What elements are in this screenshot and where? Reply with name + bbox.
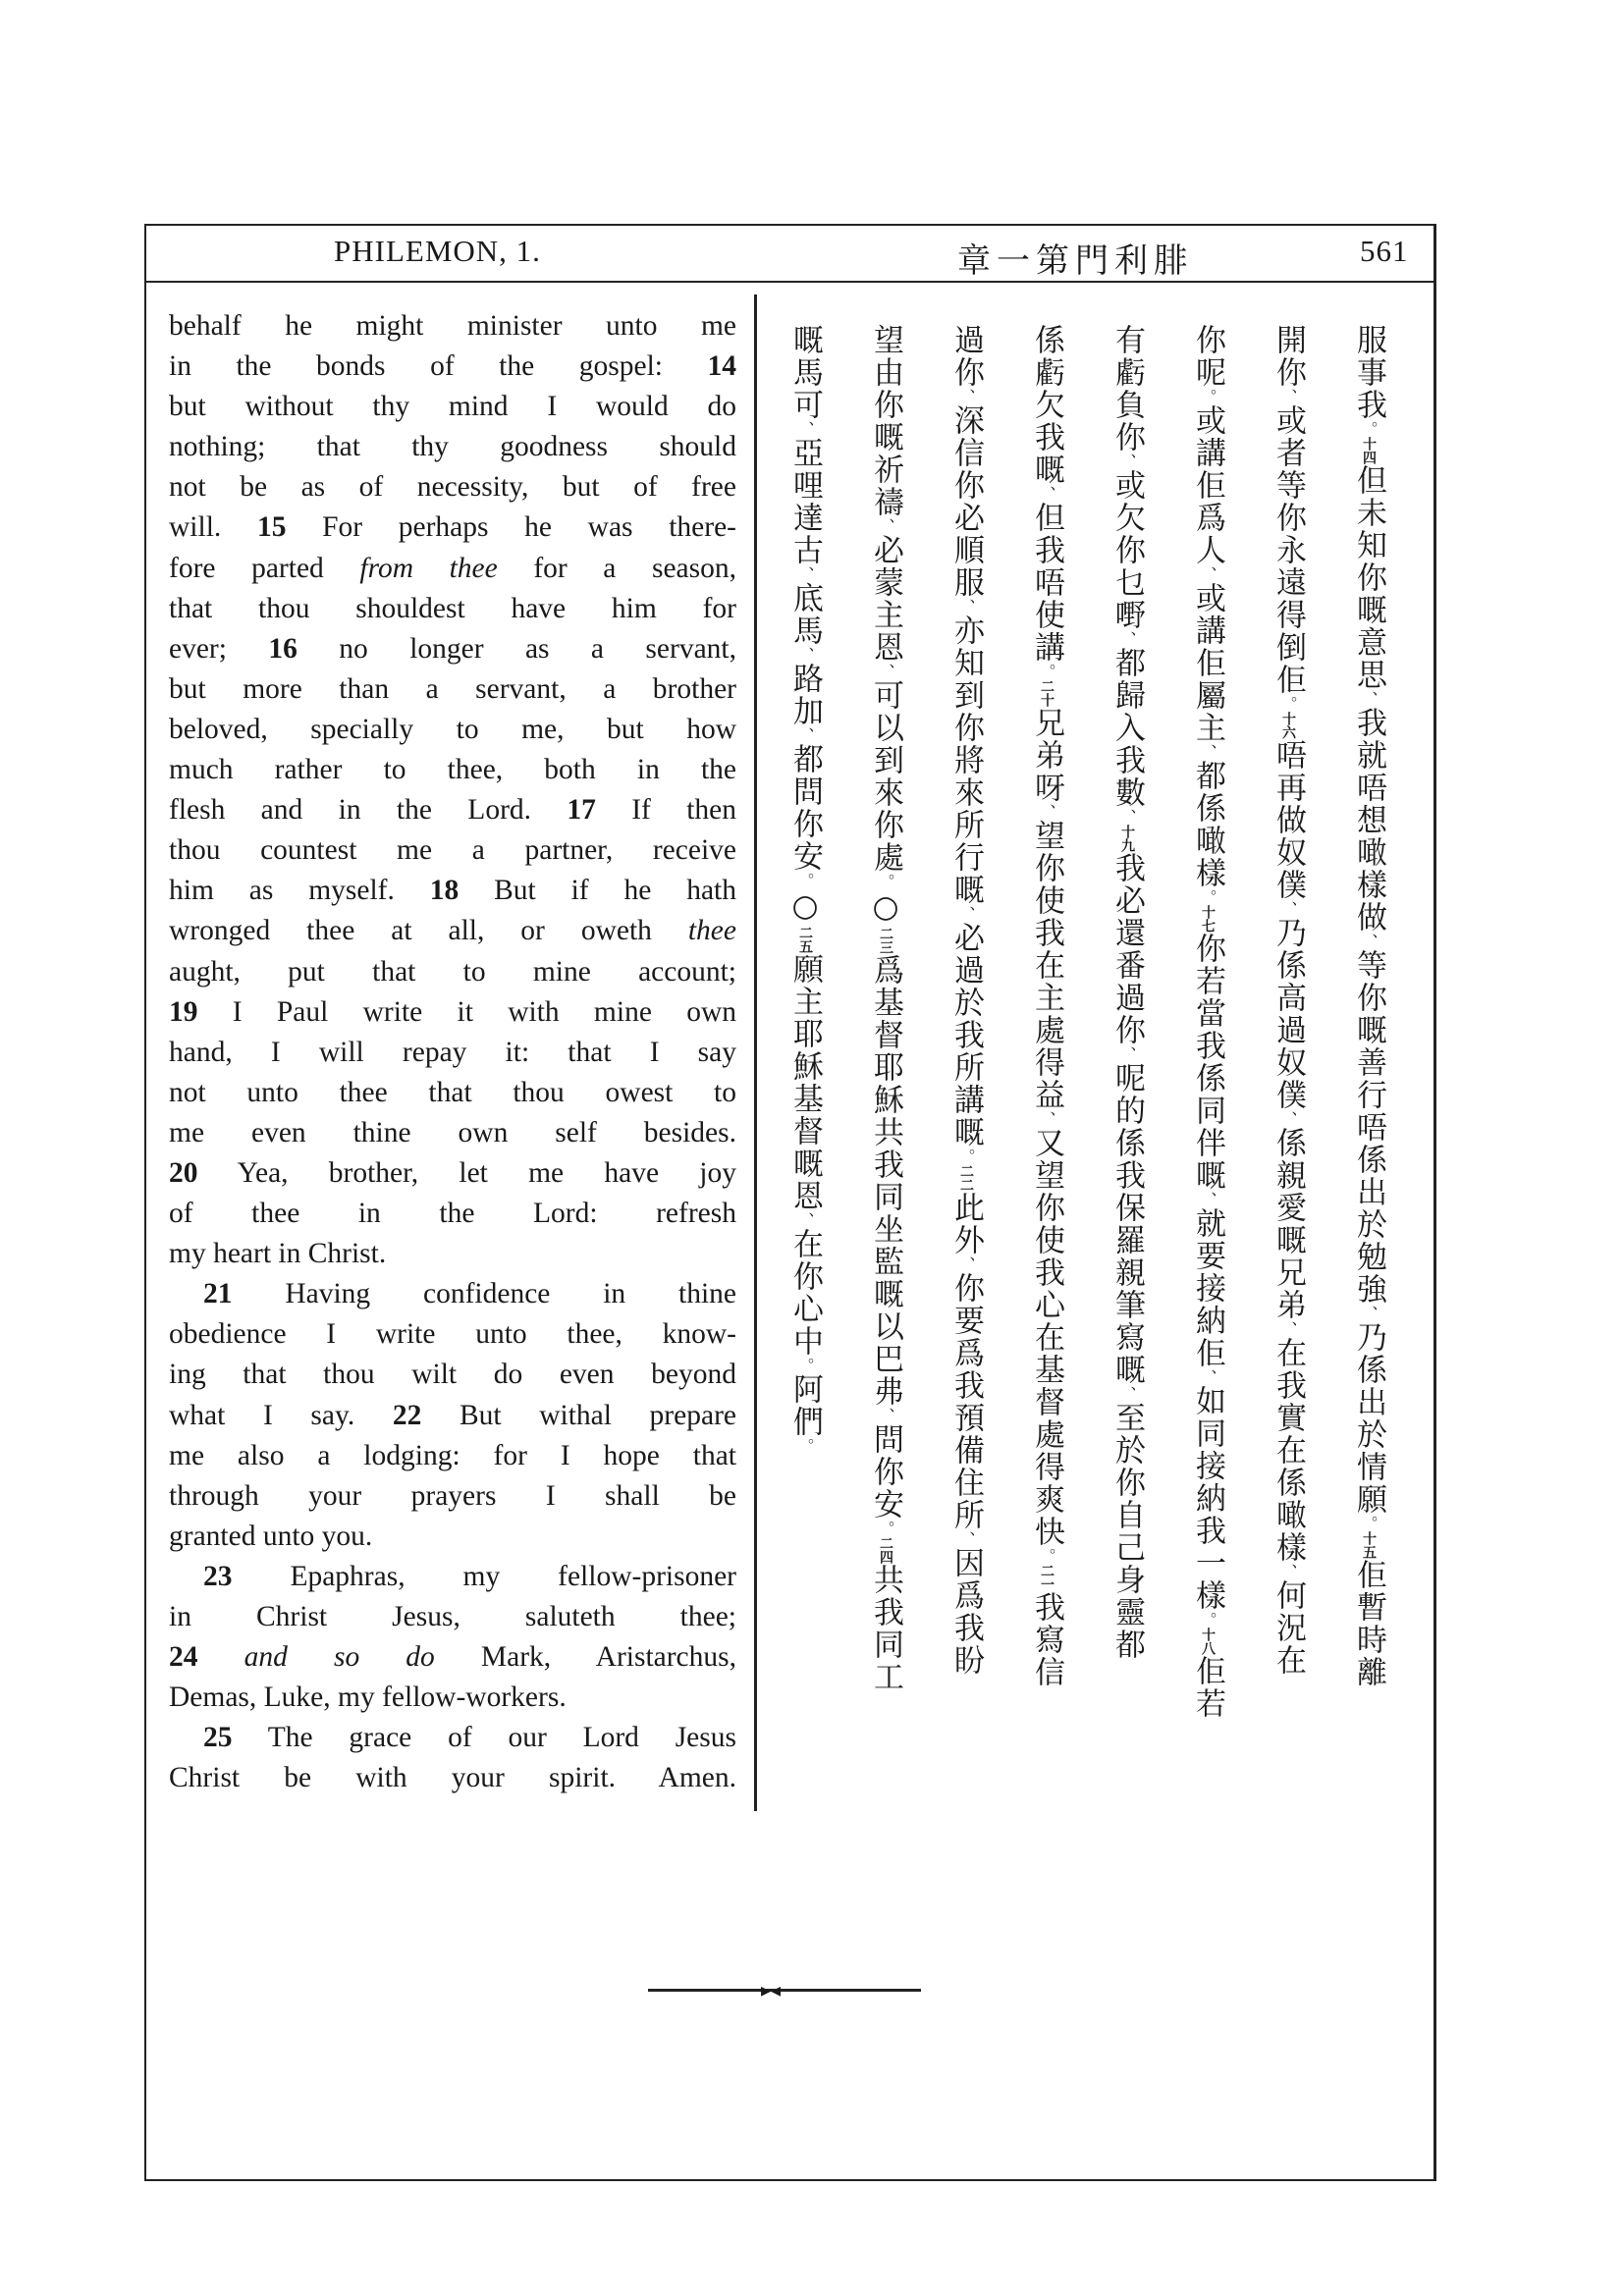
text-line bbox=[169, 790, 736, 830]
punctuation: 。 bbox=[877, 1521, 895, 1536]
text-segment: 在我實在係噉樣 bbox=[1271, 1337, 1306, 1564]
text-segment: 或講佢爲人 bbox=[1190, 404, 1225, 566]
text-segment: Yea, brother, let me have joy bbox=[197, 1156, 736, 1189]
verse-number: 二十 bbox=[1039, 679, 1055, 707]
text-line bbox=[169, 1476, 736, 1517]
verse-number: 二一 bbox=[1039, 1564, 1055, 1591]
text-line bbox=[169, 1274, 736, 1314]
text-segment: 問你安 bbox=[868, 1423, 903, 1521]
punctuation: 。 bbox=[1360, 1516, 1379, 1531]
verse-number: 22 bbox=[392, 1399, 422, 1431]
punctuation: 。 bbox=[1360, 421, 1379, 437]
text-line bbox=[169, 549, 736, 589]
text-segment: 必過於我所講嘅 bbox=[948, 922, 984, 1148]
text-segment: what I say. bbox=[169, 1399, 393, 1431]
header-rule bbox=[144, 281, 1436, 283]
verse-number: 十五 bbox=[1361, 1531, 1377, 1559]
text-segment: me also a lodging: for I hope that bbox=[169, 1439, 736, 1471]
text-segment: 我就唔想噉樣做 bbox=[1351, 707, 1386, 934]
punctuation: 。 bbox=[1038, 664, 1056, 679]
chinese-column bbox=[845, 324, 926, 1895]
text-line bbox=[169, 1033, 736, 1073]
text-segment: 或欠你乜嘢 bbox=[1109, 469, 1145, 631]
text-segment: 可以到來你處 bbox=[868, 679, 903, 874]
text-segment: but more than a servant, a brother bbox=[169, 672, 736, 705]
text-line bbox=[169, 750, 736, 790]
text-line bbox=[169, 1758, 736, 1798]
text-line bbox=[169, 1234, 736, 1274]
verse-number: 20 bbox=[169, 1156, 198, 1189]
text-segment: much rather to thee, both in the bbox=[169, 754, 736, 786]
chinese-column bbox=[1006, 324, 1087, 1895]
text-segment: through your prayers I shall be bbox=[169, 1479, 736, 1512]
text-segment: 等你嘅善行唔係出於勉強 bbox=[1351, 949, 1386, 1306]
punctuation: 。 bbox=[796, 873, 815, 888]
text-segment: 係親愛嘅兄弟 bbox=[1271, 1127, 1306, 1321]
text-segment: obedience I write unto thee, know- bbox=[169, 1318, 736, 1351]
text-segment: 唔再做奴僕 bbox=[1271, 739, 1306, 901]
text-line bbox=[169, 1153, 736, 1194]
text-segment: For perhaps he was there- bbox=[286, 511, 736, 544]
verse-number: 十八 bbox=[1200, 1628, 1216, 1655]
text-segment: fore parted bbox=[169, 552, 360, 584]
end-ornament-rule bbox=[648, 1989, 921, 1992]
verse-number: 17 bbox=[567, 794, 596, 827]
punctuation: 、 bbox=[1118, 1046, 1137, 1062]
verse-number: 15 bbox=[256, 511, 287, 544]
text-segment: 都問你安 bbox=[787, 743, 823, 873]
text-segment: The grace of our Lord Jesus bbox=[232, 1722, 736, 1754]
text-segment: 嘅馬可 bbox=[787, 324, 823, 421]
punctuation: 、 bbox=[877, 664, 895, 679]
text-segment: 深信你必順服 bbox=[948, 404, 984, 599]
text-segment: in Christ Jesus, saluteth thee; bbox=[169, 1601, 736, 1632]
text-segment: will. bbox=[169, 511, 257, 544]
verse-number: 18 bbox=[429, 875, 460, 907]
text-line bbox=[169, 871, 736, 911]
punctuation: 、 bbox=[1360, 934, 1379, 949]
text-segment: 有虧負你 bbox=[1109, 324, 1145, 454]
text-line bbox=[169, 1597, 736, 1637]
text-line bbox=[169, 1396, 736, 1436]
text-segment: 我必還番過你 bbox=[1109, 852, 1145, 1046]
text-segment: 在你心中 bbox=[787, 1228, 823, 1358]
text-segment: 至於你自己身靈都 bbox=[1109, 1402, 1145, 1661]
text-segment: If then bbox=[595, 794, 736, 827]
punctuation: 。 bbox=[1038, 1548, 1056, 1564]
text-segment: hand, I will repay it: that I say bbox=[169, 1036, 736, 1068]
punctuation: 、 bbox=[1279, 1111, 1298, 1127]
text-segment: that thou shouldest have him for bbox=[169, 592, 736, 624]
punctuation: 、 bbox=[1360, 1306, 1379, 1321]
punctuation: 、 bbox=[1118, 809, 1137, 825]
text-segment: 願主耶穌基督嘅恩 bbox=[787, 953, 823, 1212]
text-segment: beloved, specially to me, but how bbox=[169, 713, 736, 745]
text-segment: 你若當我係同伴嘅 bbox=[1190, 933, 1225, 1192]
text-line bbox=[169, 1113, 736, 1153]
text-segment: 都係噉樣 bbox=[1190, 760, 1225, 889]
punctuation: 、 bbox=[877, 518, 895, 534]
verse-number: 19 bbox=[169, 995, 198, 1028]
punctuation: 。 bbox=[957, 1148, 976, 1164]
verse-number: 25 bbox=[203, 1722, 233, 1754]
text-segment: 服事我 bbox=[1351, 324, 1386, 421]
text-line bbox=[169, 507, 736, 548]
punctuation: 。 bbox=[1199, 389, 1217, 404]
punctuation: 、 bbox=[1118, 1386, 1137, 1402]
text-segment: but without thy mind I would do bbox=[169, 391, 736, 423]
text-line bbox=[169, 589, 736, 629]
punctuation: 、 bbox=[1279, 1321, 1298, 1337]
text-segment: 何況在 bbox=[1271, 1579, 1306, 1677]
text-segment: Christ be with your spirit. Amen. bbox=[169, 1762, 736, 1794]
text-segment: 都歸入我數 bbox=[1109, 647, 1145, 809]
text-segment: ○ bbox=[868, 889, 903, 927]
verse-number: 21 bbox=[203, 1278, 233, 1310]
punctuation: 、 bbox=[1199, 566, 1217, 582]
text-segment: 因爲我盼 bbox=[948, 1547, 984, 1677]
punctuation: 、 bbox=[957, 906, 976, 922]
running-head-chinese: 章一第門利腓 bbox=[957, 243, 1193, 280]
verse-number: 十六 bbox=[1280, 712, 1296, 739]
punctuation: 。 bbox=[877, 874, 895, 889]
verse-number: 23 bbox=[203, 1560, 233, 1592]
text-segment: 亞哩達古 bbox=[787, 437, 823, 566]
text-line bbox=[169, 467, 736, 507]
verse-number: 16 bbox=[268, 632, 298, 665]
punctuation: 、 bbox=[1038, 486, 1056, 502]
punctuation: 、 bbox=[1038, 1111, 1056, 1127]
text-line bbox=[169, 1718, 736, 1758]
text-segment: 必蒙主恩 bbox=[868, 534, 903, 664]
text-line bbox=[169, 992, 736, 1033]
text-segment: Demas, Luke, my fellow-workers. bbox=[169, 1682, 567, 1714]
chinese-column bbox=[926, 324, 1006, 1895]
verse-number: 14 bbox=[707, 350, 736, 383]
text-segment: no longer as a servant, bbox=[297, 632, 736, 665]
text-segment: granted unto you. bbox=[169, 1520, 373, 1552]
text-segment: 共我同工 bbox=[868, 1564, 903, 1693]
punctuation: 、 bbox=[796, 421, 815, 437]
text-segment: Mark, Aristarchus, bbox=[434, 1641, 736, 1674]
text-segment: 望由你嘅祈禱 bbox=[868, 324, 903, 518]
text-segment: of thee in the Lord: refresh bbox=[169, 1198, 736, 1230]
punctuation: 。 bbox=[1199, 889, 1217, 905]
text-segment: wronged thee at all, or oweth bbox=[169, 915, 688, 947]
chinese-column bbox=[1087, 324, 1167, 1895]
chinese-column bbox=[1248, 324, 1328, 1895]
text-line bbox=[169, 1557, 736, 1597]
punctuation: 、 bbox=[877, 1408, 895, 1423]
text-line bbox=[169, 669, 736, 710]
text-line bbox=[169, 1355, 736, 1395]
verse-number: 二三 bbox=[878, 927, 893, 954]
text-segment: 呢的係我保羅親筆寫嘅 bbox=[1109, 1062, 1145, 1386]
chinese-column bbox=[765, 324, 845, 1895]
text-segment: my heart in Christ. bbox=[169, 1238, 387, 1270]
punctuation: 、 bbox=[1118, 631, 1137, 647]
text-segment: 你呢 bbox=[1190, 324, 1225, 389]
text-segment: nothing; that thy goodness should bbox=[169, 431, 736, 463]
text-segment: 你要爲我預備住所 bbox=[948, 1272, 984, 1531]
text-segment: and so do bbox=[243, 1641, 435, 1674]
text-segment: But withal prepare bbox=[421, 1399, 736, 1431]
text-segment: me even thine own self besides. bbox=[169, 1116, 736, 1148]
punctuation: 、 bbox=[796, 1212, 815, 1228]
text-line bbox=[169, 306, 736, 347]
punctuation: 、 bbox=[796, 566, 815, 582]
text-line bbox=[169, 1678, 736, 1718]
text-line bbox=[169, 911, 736, 951]
punctuation: 、 bbox=[1118, 454, 1137, 469]
text-segment: 乃係出於情願 bbox=[1351, 1321, 1386, 1516]
punctuation: 、 bbox=[1279, 1564, 1298, 1579]
text-segment: thou countest me a partner, receive bbox=[169, 834, 736, 867]
text-segment: 就要接納佢 bbox=[1190, 1207, 1225, 1369]
punctuation: 。 bbox=[1199, 1612, 1217, 1628]
text-segment: 我寫信 bbox=[1029, 1591, 1064, 1688]
text-line bbox=[169, 830, 736, 871]
verse-number: 二四 bbox=[878, 1536, 893, 1564]
text-segment: 開你 bbox=[1271, 324, 1306, 389]
punctuation: 。 bbox=[1279, 696, 1298, 712]
text-segment: 此外 bbox=[948, 1192, 984, 1256]
column-divider bbox=[754, 294, 757, 1811]
text-segment: for a season, bbox=[497, 552, 736, 584]
text-line bbox=[169, 1517, 736, 1557]
text-line bbox=[169, 387, 736, 427]
punctuation: 。 bbox=[796, 1438, 815, 1454]
text-segment bbox=[198, 1641, 244, 1673]
text-segment: not be as of necessity, but of free bbox=[169, 471, 736, 504]
punctuation: 、 bbox=[1199, 1369, 1217, 1385]
text-segment: I Paul write it with mine own bbox=[197, 995, 736, 1028]
verse-number: 24 bbox=[169, 1641, 198, 1674]
text-segment: 係虧欠我嘅 bbox=[1029, 324, 1064, 486]
verse-number: 十四 bbox=[1361, 437, 1377, 464]
text-segment: 乃係高過奴僕 bbox=[1271, 917, 1306, 1111]
text-segment: 望你使我在主處得益 bbox=[1029, 820, 1064, 1111]
punctuation: 、 bbox=[957, 1256, 976, 1272]
english-text-column bbox=[169, 306, 736, 1798]
text-segment: 又望你使我心在基督處得爽快 bbox=[1029, 1127, 1064, 1548]
chinese-column bbox=[1167, 324, 1248, 1895]
verse-number: 十九 bbox=[1119, 825, 1135, 852]
text-segment: 路加 bbox=[787, 663, 823, 727]
text-segment: 兄弟呀 bbox=[1029, 707, 1064, 804]
text-segment: 如同接納我一樣 bbox=[1190, 1385, 1225, 1612]
text-segment: But if he hath bbox=[459, 875, 736, 907]
verse-number: 十七 bbox=[1200, 905, 1216, 933]
text-segment: from thee bbox=[359, 552, 498, 584]
punctuation: 、 bbox=[1360, 691, 1379, 707]
text-segment: Having confidence in thine bbox=[232, 1278, 736, 1310]
text-line bbox=[169, 952, 736, 992]
text-segment: 阿們 bbox=[787, 1373, 823, 1438]
end-ornament: ▸◂ bbox=[761, 1978, 782, 2002]
text-segment: 但我唔使講 bbox=[1029, 502, 1064, 664]
text-segment: in the bonds of the gospel: bbox=[169, 350, 708, 383]
punctuation: 。 bbox=[796, 1358, 815, 1373]
text-line bbox=[169, 427, 736, 467]
page-number: 561 bbox=[1360, 234, 1409, 268]
text-segment: aught, put that to mine account; bbox=[169, 955, 736, 988]
punctuation: 、 bbox=[1038, 804, 1056, 820]
punctuation: 、 bbox=[796, 647, 815, 663]
text-segment: flesh and in the Lord. bbox=[169, 794, 568, 827]
chinese-text-columns bbox=[776, 324, 1409, 1895]
text-segment: ○ bbox=[787, 888, 823, 926]
punctuation: 、 bbox=[1199, 744, 1217, 760]
verse-number: 二五 bbox=[797, 926, 813, 953]
text-segment: 爲基督耶穌共我同坐監嘅以巴弗 bbox=[868, 954, 903, 1408]
text-segment: thee bbox=[687, 915, 736, 947]
text-segment: him as myself. bbox=[169, 875, 430, 907]
punctuation: 、 bbox=[957, 599, 976, 614]
text-line bbox=[169, 347, 736, 387]
text-line bbox=[169, 1073, 736, 1113]
text-segment: not unto thee that thou owest to bbox=[169, 1076, 736, 1108]
punctuation: 、 bbox=[1279, 901, 1298, 917]
running-head-english: PHILEMON, 1. bbox=[334, 234, 541, 268]
text-segment: 佢暫時離 bbox=[1351, 1559, 1386, 1688]
punctuation: 、 bbox=[957, 389, 976, 404]
text-segment: 但未知你嘅意思 bbox=[1351, 464, 1386, 691]
text-segment: ever; bbox=[169, 632, 269, 665]
text-line bbox=[169, 1194, 736, 1234]
text-segment: 或者等你永遠得倒佢 bbox=[1271, 404, 1306, 696]
text-line bbox=[169, 1637, 736, 1678]
verse-number: 二二 bbox=[958, 1164, 974, 1192]
chinese-column bbox=[1328, 324, 1409, 1895]
text-segment: 底馬 bbox=[787, 582, 823, 647]
punctuation: 、 bbox=[1279, 389, 1298, 404]
text-segment: 佢若 bbox=[1190, 1655, 1225, 1720]
text-line bbox=[169, 1314, 736, 1355]
text-line bbox=[169, 1436, 736, 1476]
text-segment: 過你 bbox=[948, 324, 984, 389]
punctuation: 、 bbox=[957, 1531, 976, 1547]
text-segment: 或講佢屬主 bbox=[1190, 582, 1225, 744]
text-line bbox=[169, 629, 736, 669]
text-segment: ing that thou wilt do even beyond bbox=[169, 1359, 736, 1391]
punctuation: 、 bbox=[1199, 1192, 1217, 1207]
punctuation: 、 bbox=[796, 727, 815, 743]
text-line bbox=[169, 710, 736, 750]
text-segment: Epaphras, my fellow-prisoner bbox=[232, 1560, 736, 1592]
text-segment: behalf he might minister unto me bbox=[169, 310, 736, 342]
text-segment: 亦知到你將來所行嘅 bbox=[948, 614, 984, 906]
